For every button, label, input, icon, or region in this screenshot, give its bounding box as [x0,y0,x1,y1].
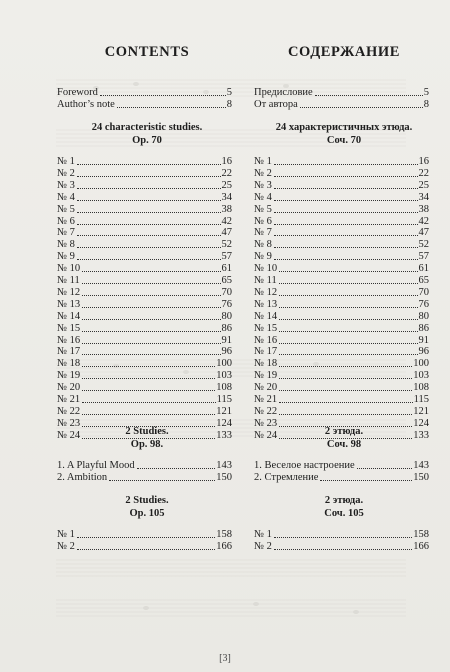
toc-entry-page: 34 [418,191,429,203]
toc-entry[interactable] [57,215,232,227]
toc-entry[interactable] [57,334,232,346]
toc-entry[interactable]: От автора 8 [254,99,429,110]
dot-leader [279,274,418,284]
toc-entry[interactable] [57,262,232,274]
dot-leader [77,250,221,260]
toc-entry-label: № 12 [254,286,278,298]
toc-entry-page: 52 [221,239,232,251]
dot-leader [279,393,412,403]
section-heading: 2 этюда. [324,426,364,437]
toc-entry-label: № 3 [57,179,75,191]
toc-entry-page: 38 [221,203,232,215]
section-heading: 2 этюда. [324,495,364,506]
toc-entry-label: № 2 [57,167,75,179]
toc-entry[interactable] [254,191,429,203]
toc-entry-label: № 15 [254,322,278,334]
toc-entry-label: № 10 [254,263,278,275]
dot-leader [279,345,417,355]
toc-entry-label: № 19 [254,370,278,382]
toc-entry-page: 86 [221,322,232,334]
dot-leader [274,226,418,236]
toc-entry-label: № 24 [254,429,278,441]
toc-entry-label: № 13 [254,298,278,310]
toc-entry-page: 76 [221,298,232,310]
toc-entry[interactable] [57,155,232,167]
toc-entry-page: 124 [413,417,429,429]
toc-entry-label: № 15 [57,322,81,334]
toc-entry[interactable]: 2. Ambition 150 [57,472,232,483]
dot-leader [77,226,221,236]
toc-entry[interactable]: 1. Веселое настроение 143 [254,460,429,471]
section-opus: Op. 70 [132,135,162,146]
dot-leader [82,298,220,308]
toc-entry[interactable] [254,262,429,274]
toc-entry-page: 70 [418,286,429,298]
toc-entry-label: № 5 [254,203,272,215]
toc-entry[interactable]: 1. A Playful Mood 143 [57,460,232,471]
toc-entry[interactable] [57,238,232,250]
section-opus: Op. 98. [130,439,164,450]
dot-leader [279,405,412,415]
dot-leader [279,322,417,332]
toc-entry-page: 16 [221,156,232,167]
toc-entry[interactable] [57,381,232,393]
toc-entry[interactable] [254,322,429,334]
toc-entry-label: № 4 [254,191,272,203]
toc-entry[interactable]: № 2 166 [254,541,429,552]
dot-leader [82,262,220,272]
toc-entry-page: 65 [221,275,232,286]
toc-entry[interactable] [57,345,232,357]
toc-entry-label: № 14 [254,310,278,322]
toc-entry-label: № 12 [57,286,81,298]
toc-entry[interactable] [254,405,429,417]
toc-entry-label: № 18 [254,358,278,370]
toc-entry[interactable]: Author’s note 8 [57,99,232,110]
toc-entry-page: 47 [418,227,429,239]
toc-entry-label: № 23 [254,417,278,429]
section-opus: Соч. 98 [326,439,362,450]
toc-entry-page: 57 [221,251,232,263]
dot-leader [279,334,417,344]
toc-entry-page: 103 [413,370,429,382]
toc-entry-label: № 2 [254,167,272,179]
toc-entry-label: № 22 [254,405,278,417]
toc-entry-label: № 8 [57,239,75,251]
toc-entry[interactable] [254,167,429,179]
toc-entry-label: № 3 [254,179,272,191]
dot-leader [77,238,221,248]
toc-entry-label: № 16 [254,334,278,346]
dot-leader [274,179,418,189]
toc-entry[interactable] [57,274,232,286]
toc-entry-label: № 23 [57,417,81,429]
dot-leader [82,345,220,355]
toc-entry-page: 25 [221,179,232,191]
toc-entry[interactable] [57,179,232,191]
toc-entry-page: 121 [413,405,429,417]
toc-entry-page: 52 [418,239,429,251]
toc-entry-label: № 20 [57,382,81,394]
toc-entry-page: 47 [221,227,232,239]
section-opus: Соч. 70 [326,135,362,146]
toc-entry[interactable] [254,274,429,286]
toc-entry-label: № 4 [57,191,75,203]
toc-entry[interactable] [254,369,429,381]
dot-leader [274,215,418,225]
toc-entry[interactable] [57,167,232,179]
toc-entry[interactable] [254,238,429,250]
toc-entry-label: № 22 [57,405,81,417]
dot-leader [279,369,412,379]
dot-leader [82,369,215,379]
toc-entry[interactable] [254,334,429,346]
toc-entry-label: № 18 [57,358,81,370]
toc-entry[interactable] [254,226,429,238]
toc-entry[interactable] [254,393,429,405]
toc-entry-label: № 7 [57,227,75,239]
dot-leader [82,381,215,391]
toc-entry-label: № 11 [254,275,277,286]
toc-entry-page: 86 [418,322,429,334]
toc-entry[interactable] [254,357,429,369]
toc-entry[interactable] [57,393,232,405]
toc-entry-page: 34 [221,191,232,203]
dot-leader [274,238,418,248]
dot-leader [274,167,418,177]
toc-entry-label: № 6 [57,215,75,227]
toc-entry-page: 80 [221,310,232,322]
toc-entry-page: 100 [216,358,232,370]
toc-entry-label: № 20 [254,382,278,394]
dot-leader [77,215,221,225]
toc-entry-page: 70 [221,286,232,298]
toc-entry-label: № 9 [254,251,272,263]
dot-leader [77,203,221,213]
toc-entry[interactable]: Foreword 5 [57,87,232,98]
section-heading: 24 characteristic studies. [91,122,203,133]
toc-entry-label: № 13 [57,298,81,310]
toc-entry-label: № 19 [57,370,81,382]
toc-entry-label: № 7 [254,227,272,239]
toc-entry-page: 124 [216,417,232,429]
toc-entry-label: № 16 [57,334,81,346]
dot-leader [77,155,221,165]
toc-entry-page: 38 [418,203,429,215]
toc-entry[interactable] [57,357,232,369]
toc-entry-label: № 21 [57,394,81,405]
toc-entry[interactable] [254,381,429,393]
dot-leader [82,405,215,415]
contents-title: СОДЕРЖАНИЕ [287,44,401,60]
toc-entry-page: 22 [221,167,232,179]
dot-leader [279,381,412,391]
toc-entry-page: 91 [418,334,429,346]
toc-entry-page: 96 [418,346,429,358]
toc-entry[interactable] [254,310,429,322]
page-number: [3] [219,653,231,664]
section-heading: 2 Studies. [125,495,169,506]
toc-entry-page: 108 [413,382,429,394]
toc-entry[interactable]: Предисловие 5 [254,87,429,98]
toc-entry-label: № 1 [57,156,75,167]
toc-entry[interactable]: № 1 158 [254,529,429,540]
dot-leader [279,310,417,320]
toc-entry[interactable] [254,155,429,167]
toc-entry-label: № 24 [57,429,81,441]
dot-leader [82,286,220,296]
toc-entry[interactable] [57,286,232,298]
toc-entry-label: № 9 [57,251,75,263]
toc-entry[interactable] [254,286,429,298]
dot-leader [77,167,221,177]
section-heading: 24 характеристичных этюда. [275,122,413,133]
toc-entry-page: 133 [216,429,232,441]
toc-entry-label: № 5 [57,203,75,215]
dot-leader [82,274,221,284]
toc-entry[interactable] [57,310,232,322]
toc-entry[interactable] [254,345,429,357]
dot-leader [279,357,412,367]
toc-entry[interactable] [254,215,429,227]
toc-entry-label: № 1 [254,156,272,167]
toc-entry-page: 25 [418,179,429,191]
toc-entry-page: 61 [418,263,429,275]
dot-leader [279,286,417,296]
dot-leader [77,191,221,201]
toc-entry-label: № 14 [57,310,81,322]
toc-entry[interactable]: 2. Стремление 150 [254,472,429,483]
toc-entry-label: № 11 [57,275,80,286]
dot-leader [274,250,418,260]
toc-entry-page: 57 [418,251,429,263]
dot-leader [82,393,215,403]
toc-entry-label: № 6 [254,215,272,227]
toc-entry-page: 42 [418,215,429,227]
toc-entry-page: 16 [418,156,429,167]
dot-leader [274,155,418,165]
toc-entry[interactable] [57,405,232,417]
toc-entry-page: 65 [418,275,429,286]
section-opus: Соч. 105 [324,508,364,519]
dot-leader [279,298,417,308]
dot-leader [82,322,220,332]
dot-leader [274,203,418,213]
toc-entry[interactable] [57,298,232,310]
toc-entry[interactable] [57,369,232,381]
toc-entry[interactable] [57,203,232,215]
dot-leader [77,179,221,189]
toc-entry-page: 108 [216,382,232,394]
toc-entry-page: 91 [221,334,232,346]
toc-entry-label: № 17 [254,346,278,358]
toc-entry-page: 133 [413,429,429,441]
toc-entry[interactable] [57,250,232,262]
section-opus: Op. 105 [129,508,165,519]
toc-entry-page: 80 [418,310,429,322]
toc-entry-page: 96 [221,346,232,358]
toc-entry-page: 115 [413,394,429,405]
toc-entry-page: 121 [216,405,232,417]
toc-entry-label: № 10 [57,263,81,275]
toc-entry-page: 103 [216,370,232,382]
dot-leader [274,191,418,201]
dot-leader [82,310,220,320]
toc-entry-page: 76 [418,298,429,310]
toc-entry[interactable] [57,191,232,203]
toc-entry[interactable] [254,298,429,310]
toc-entry[interactable] [57,322,232,334]
toc-entry[interactable] [57,226,232,238]
toc-entry-label: № 8 [254,239,272,251]
dot-leader [82,334,220,344]
toc-entry-page: 22 [418,167,429,179]
toc-entry-page: 115 [216,394,232,405]
toc-entry-page: 61 [221,263,232,275]
toc-entry-page: 42 [221,215,232,227]
dot-leader [82,357,215,367]
toc-entry[interactable] [254,179,429,191]
toc-entry-label: № 21 [254,394,278,405]
toc-entry[interactable]: № 2 166 [57,541,232,552]
toc-entry[interactable]: № 1 158 [57,529,232,540]
section-heading: 2 Studies. [125,426,169,437]
contents-title: CONTENTS [104,44,190,60]
toc-entry[interactable] [254,203,429,215]
toc-entry-page: 100 [413,358,429,370]
toc-entry-label: № 17 [57,346,81,358]
dot-leader [279,262,417,272]
toc-entry[interactable] [254,250,429,262]
